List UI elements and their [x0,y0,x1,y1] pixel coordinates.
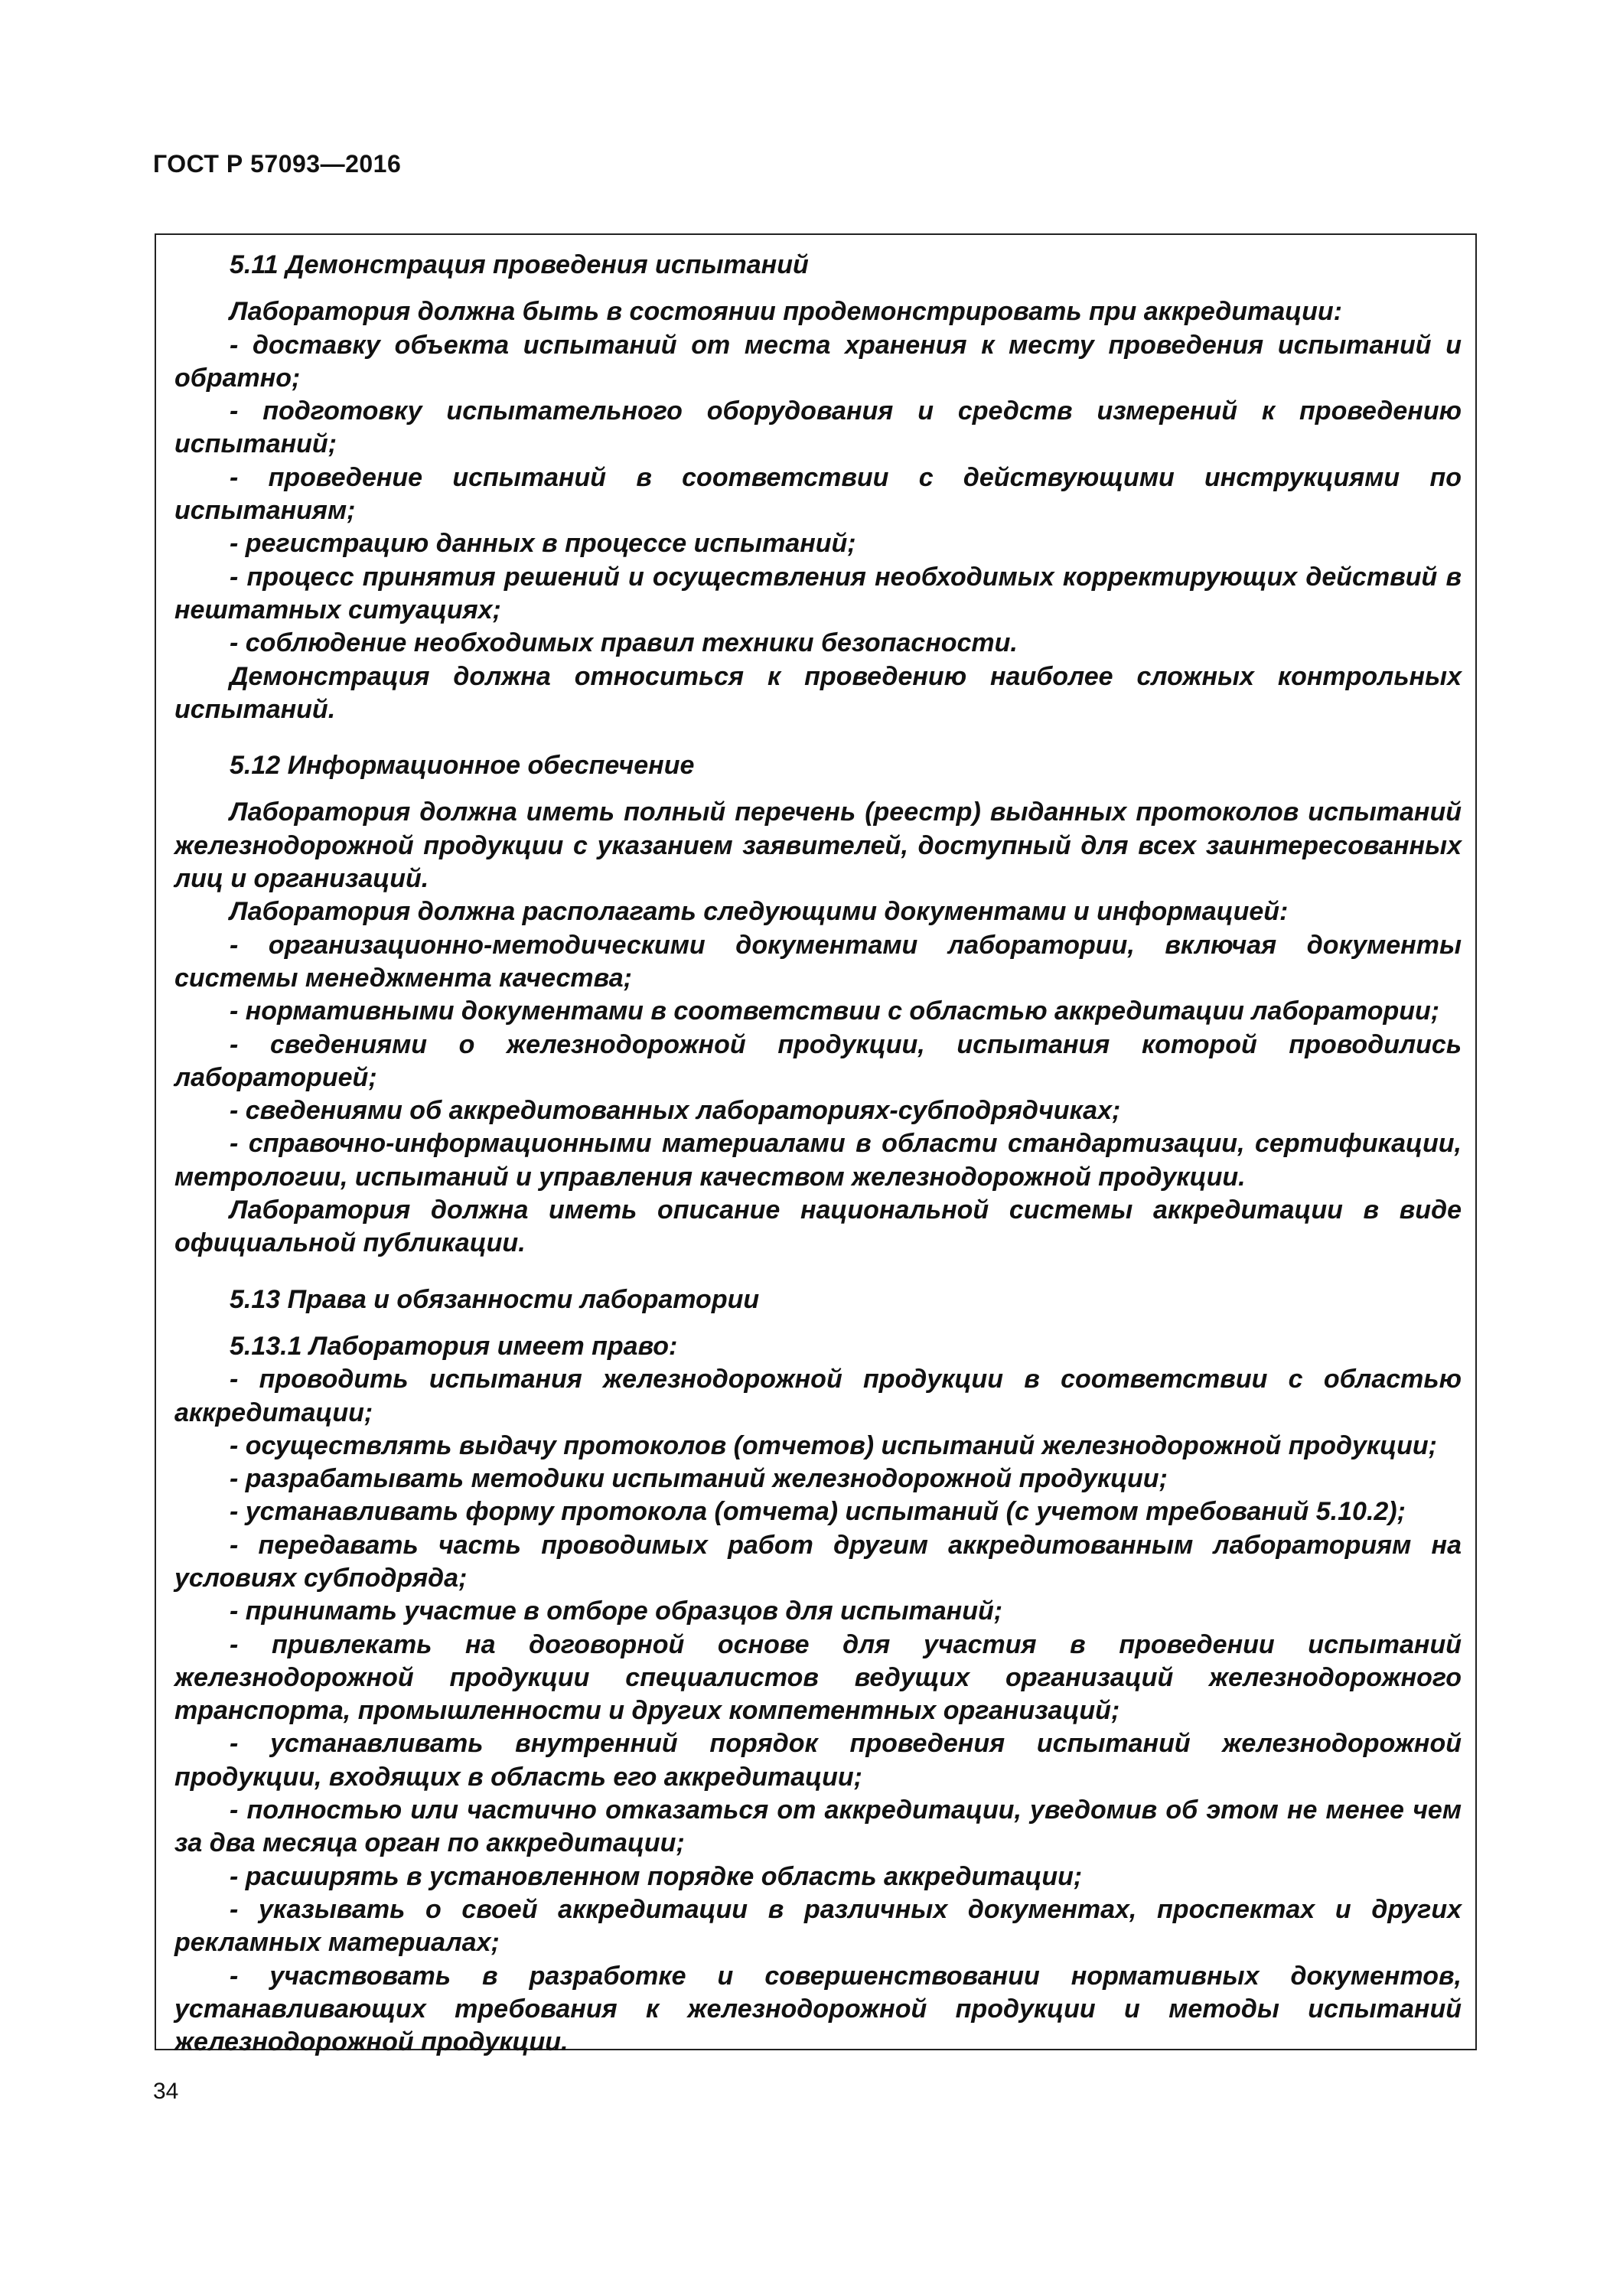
page-number: 34 [153,2079,179,2104]
section-5-12-closing: Лаборатория должна иметь описание национальной системы аккредитации в виде официальной публикации. [174,1195,1462,1258]
list-item: - сведениями о железнодорожной продукции, испытания которой проводились лабораторией; [174,1029,1462,1092]
section-5-13-1-intro: 5.13.1 Лаборатория имеет право: [230,1331,678,1361]
section-5-11-intro: Лаборатория должна быть в состоянии продемонстрировать при аккредитации: [230,297,1342,327]
list-item: - нормативными документами в соответствии с областью аккредитации лаборатории; [230,996,1440,1026]
list-item: - разрабатывать методики испытаний железнодорожной продукции; [230,1464,1168,1494]
list-item: - сведениями об аккредитованных лабораториях-субподрядчиках; [230,1096,1121,1126]
list-item: - осуществлять выдачу протоколов (отчетов) испытаний железнодорожной продукции; [230,1430,1437,1460]
list-item: - принимать участие в отборе образцов для испытаний; [230,1596,1003,1626]
list-item: - подготовку испытательного оборудования и средств измерений к проведению испытаний; [174,396,1462,459]
list-item: - доставку объекта испытаний от места хранения к месту проведения испытаний и обратно; [174,330,1462,393]
section-5-11-closing: Демонстрация должна относиться к проведению наиболее сложных контрольных испытаний. [174,661,1462,724]
list-item: - передавать часть проводимых работ другим аккредитованным лабораториям на условиях субподряда; [174,1530,1462,1593]
list-item: - участвовать в разработке и совершенствовании нормативных документов, устанавливающих требования к железнодорожной продукции и методы испытаний железнодорожной продукции. [174,1961,1462,2057]
section-5-11-title: 5.11 Демонстрация проведения испытаний [230,250,809,279]
section-5-12-paragraph: Лаборатория должна иметь полный перечень (реестр) выданных протоколов испытаний железнодорожной продукции с указанием заявителей, доступный для всех заинтересованных лиц и организаций. [174,797,1462,894]
list-item: - проводить испытания железнодорожной продукции в соответствии с областью аккредитации; [174,1365,1462,1427]
section-5-13-title: 5.13 Права и обязанности лаборатории [230,1284,760,1314]
list-item: - проведение испытаний в соответствии с действующими инструкциями по испытаниям; [174,462,1462,526]
content-frame [155,233,1477,2057]
list-item: - регистрацию данных в процессе испытаний; [230,529,856,559]
document-code: ГОСТ Р 57093—2016 [153,150,402,178]
list-item: - привлекать на договорной основе для участия в проведении испытаний железнодорожной продукции специалистов ведущих организаций железнодорожного транспорта, промышленности и других компетентных организаций; [174,1629,1462,1726]
list-item: - указывать о своей аккредитации в различных документах, проспектах и других рекламных материалах; [174,1894,1462,1958]
list-item: - процесс принятия решений и осуществления необходимых корректирующих действий в нештатных ситуациях; [174,562,1462,625]
list-item: - расширять в установленном порядке область аккредитации; [230,1861,1083,1891]
section-5-12-intro: Лаборатория должна располагать следующими документами и информацией: [230,897,1289,927]
list-item: - организационно-методическими документами лаборатории, включая документы системы менеджмента качества; [174,930,1462,993]
list-item: - полностью или частично отказаться от аккредитации, уведомив об этом не менее чем за два месяца орган по аккредитации; [174,1795,1462,1858]
section-5-12-title: 5.12 Информационное обеспечение [230,751,695,781]
list-item: - устанавливать форму протокола (отчета) испытаний (с учетом требований 5.10.2); [230,1497,1406,1527]
list-item: - устанавливать внутренний порядок проведения испытаний железнодорожной продукции, входящих в область его аккредитации; [174,1729,1462,1792]
list-item: - соблюдение необходимых правил техники безопасности. [230,628,1018,658]
list-item: - справочно-информационными материалами в области стандартизации, сертификации, метрологии, испытаний и управления качеством железнодорожной продукции. [174,1129,1462,1192]
